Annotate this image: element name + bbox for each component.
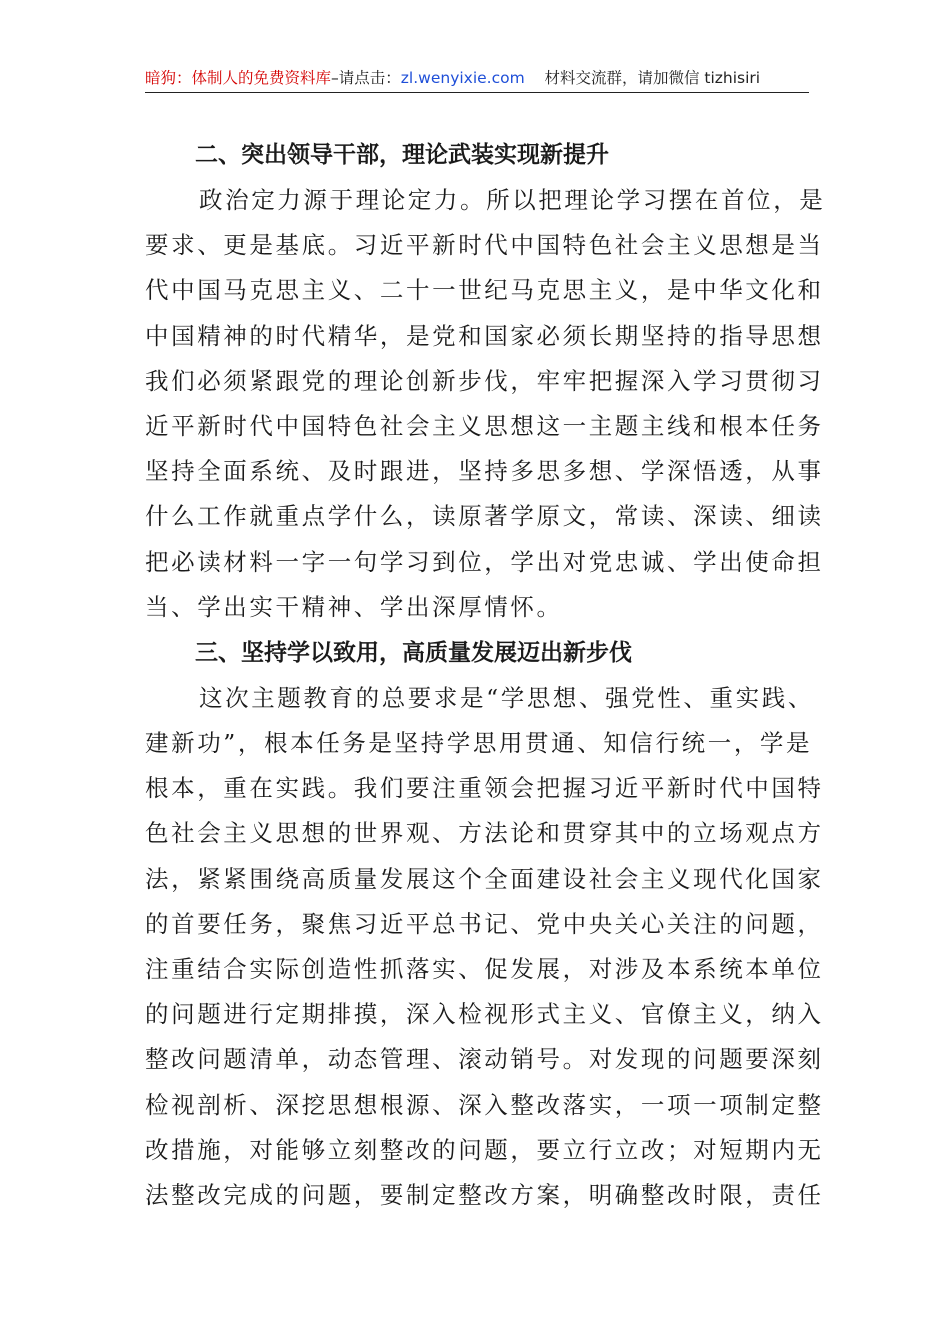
header-site-name: 暗狗：体制人的免费资料库 (145, 69, 332, 87)
paragraph-line: 我们必须紧跟党的理论创新步伐，牢牢把握深入学习贯彻习 (145, 366, 824, 395)
paragraph-line: 什么工作就重点学什么，读原著学原文，常读、深读、细读 (145, 502, 824, 531)
paragraph-line: 近平新时代中国特色社会主义思想这一主题主线和根本任务 (145, 411, 824, 440)
paragraph-line: 建新功”，根本任务是坚持学思用贯通、知信行统一，学是 (145, 729, 813, 758)
paragraph-line: 色社会主义思想的世界观、方法论和贯穿其中的立场观点方 (145, 819, 824, 848)
paragraph-line: 改措施，对能够立刻整改的问题，要立行立改；对短期内无 (145, 1135, 824, 1164)
paragraph-line: 整改问题清单，动态管理、滚动销号。对发现的问题要深刻 (145, 1045, 824, 1074)
page-header (145, 64, 809, 93)
paragraph-line: 要求、更是基底。习近平新时代中国特色社会主义思想是当 (145, 231, 824, 260)
header-url-link[interactable]: zl.wenyixie.com (400, 69, 525, 87)
header-spacer (525, 69, 545, 87)
header-contact: 材料交流群，请加微信 tizhisiri (544, 69, 761, 87)
section-3-paragraph (145, 676, 824, 1218)
section-2-heading: 二、突出领导干部，理论武装实现新提升 (195, 142, 609, 168)
paragraph-line: 政治定力源于理论定力。所以把理论学习摆在首位，是 (199, 186, 826, 214)
paragraph-line: 坚持全面系统、及时跟进，坚持多思多想、学深悟透，从事 (145, 457, 824, 486)
section-3-heading: 三、坚持学以致用，高质量发展迈出新步伐 (195, 639, 632, 666)
section-2-paragraph (145, 178, 826, 630)
document-body (145, 132, 826, 1218)
header-prompt: –请点击： (331, 69, 401, 87)
paragraph-line: 检视剖析、深挖思想根源、深入整改落实，一项一项制定整 (145, 1090, 824, 1119)
paragraph-line: 的首要任务，聚焦习近平总书记、党中央关心关注的问题， (145, 909, 824, 938)
paragraph-line: 注重结合实际创造性抓落实、促发展，对涉及本系统本单位 (145, 955, 824, 983)
paragraph-line: 代中国马克思主义、二十一世纪马克思主义，是中华文化和 (145, 276, 824, 305)
paragraph-line: 中国精神的时代精华，是党和国家必须长期坚持的指导思想 (145, 321, 824, 350)
paragraph-line: 法，紧紧围绕高质量发展这个全面建设社会主义现代化国家 (145, 864, 824, 893)
paragraph-line: 的问题进行定期排摸，深入检视形式主义、官僚主义，纳入 (145, 1000, 824, 1029)
paragraph-line: 把必读材料一字一句学习到位，学出对党忠诚、学出使命担 (145, 547, 824, 576)
paragraph-line: 法整改完成的问题，要制定整改方案，明确整改时限，责任 (145, 1180, 824, 1209)
paragraph-line: 这次主题教育的总要求是“学思想、强党性、重实践、 (199, 683, 814, 712)
paragraph-line: 根本，重在实践。我们要注重领会把握习近平新时代中国特 (145, 774, 824, 803)
paragraph-line: 当、学出实干精神、学出深厚情怀。 (145, 592, 563, 621)
